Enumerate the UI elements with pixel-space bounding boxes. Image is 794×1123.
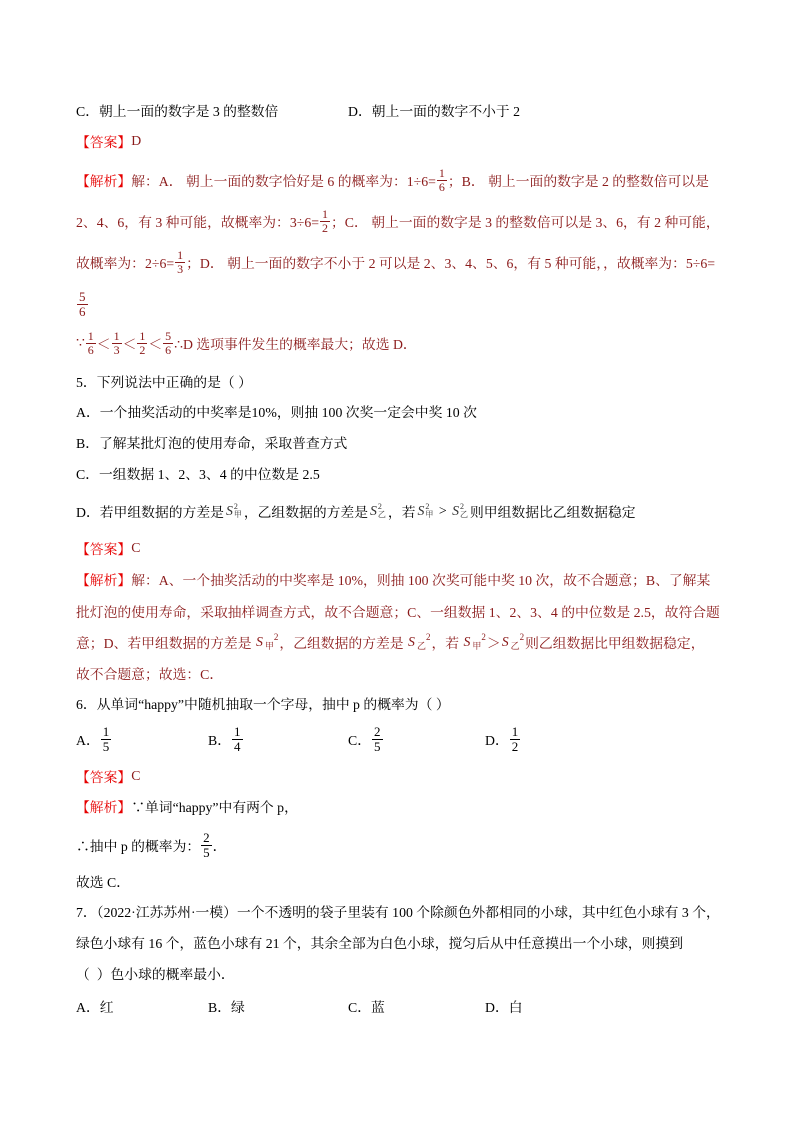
q7-stem-line-3 (76, 958, 235, 988)
answer-value: D (131, 133, 142, 148)
q5-option-d (76, 496, 636, 526)
analysis-text: ；C． 朝上一面的数字是 3 的整数倍可以是 3、6，有 2 种可能， (331, 215, 720, 230)
variance-subscript: 乙 (377, 510, 386, 519)
q6-option-a (76, 724, 112, 754)
q6-analysis-line-3 (76, 866, 130, 896)
fraction (101, 725, 112, 754)
variance-power: 2 (233, 502, 238, 511)
fraction-denominator: 5 (102, 738, 110, 754)
q6-stem (76, 688, 450, 718)
analysis-text: ，乙组数据的方差是 (279, 636, 408, 651)
fraction (163, 330, 173, 357)
variance-subscript: 乙 (510, 640, 520, 651)
fraction-denominator: 3 (113, 342, 120, 357)
q6-analysis-line-1 (76, 791, 298, 821)
variance-indices (234, 503, 242, 519)
fraction (437, 167, 447, 194)
fraction-numerator: 1 (234, 723, 241, 739)
variance-subscript: 甲 (472, 640, 482, 651)
variance-indices (425, 503, 433, 519)
fraction (112, 330, 122, 357)
q4-answer-line (76, 126, 141, 156)
q7-option-a (76, 991, 114, 1021)
analysis-text: 故不合题意；故选：C． (76, 667, 224, 682)
fraction-denominator: 2 (139, 342, 146, 357)
greater-than-symbol: ＞ (486, 636, 501, 651)
q5-analysis-line-3 (76, 627, 705, 657)
q6-answer-line (76, 761, 140, 791)
option-text: A．红 (76, 1000, 114, 1015)
fraction-denominator: 2 (511, 738, 519, 754)
fraction-numerator: 1 (177, 247, 184, 262)
analysis-label: 【解析】 (76, 573, 132, 588)
q6-option-d (485, 724, 521, 754)
option-label: B． (208, 733, 231, 748)
variance-symbol-jia (418, 503, 434, 519)
question-stem-text: （ ）色小球的概率最小． (76, 967, 235, 982)
variance-indices (460, 503, 468, 519)
fraction (86, 330, 96, 357)
fraction (510, 725, 521, 754)
option-label: A． (76, 733, 100, 748)
q4-analysis-line-1 (76, 165, 709, 195)
fraction-numerator: 2 (374, 723, 381, 739)
variance-power: 2 (377, 502, 382, 511)
q7-option-d (485, 991, 523, 1021)
variance-letter: S (225, 503, 233, 518)
variance-symbol-yi (452, 503, 468, 519)
fraction-numerator: 5 (79, 288, 86, 304)
variance-letter: S (370, 503, 377, 518)
fraction (372, 725, 383, 754)
fraction (232, 725, 243, 754)
q5-stem (76, 366, 252, 396)
analysis-text: ；D． 朝上一面的数字不小于 2 可以是 2、3、4、5、6，有 5 种可能，，故概率为：5÷6= (186, 256, 716, 271)
fraction (77, 290, 88, 319)
less-than-symbol: ＜ (148, 337, 163, 352)
variance-symbol-jia (464, 634, 486, 650)
variance-letter: S (463, 634, 471, 649)
variance-symbol-jia (226, 503, 242, 519)
fraction-denominator: 6 (87, 342, 94, 357)
option-text: 则甲组数据比乙组数据稳定 (470, 505, 636, 520)
fraction (175, 249, 185, 276)
fraction-numerator: 1 (102, 723, 110, 739)
option-text: ，乙组数据的方差是 (243, 505, 369, 520)
fraction-numerator: 1 (87, 328, 94, 343)
q4-option-c (76, 95, 278, 125)
q5-analysis-line-1 (76, 564, 710, 594)
answer-value: C (131, 768, 141, 783)
fraction-denominator: 6 (438, 179, 445, 194)
option-text: C．一组数据 1、2、3、4 的中位数是 2.5 (76, 467, 320, 482)
q7-option-c (348, 991, 385, 1021)
variance-power: 2 (273, 632, 279, 642)
fraction-denominator: 6 (165, 342, 172, 357)
fraction-denominator: 5 (203, 844, 210, 860)
q7-stem-line-1 (76, 896, 720, 926)
q5-option-a (76, 396, 477, 426)
question-stem-text: 6．从单词“happy”中随机抽取一个字母，抽中 p 的概率为（ ） (76, 697, 450, 712)
q4-option-c-text: C．朝上一面的数字是 3 的整数倍 (76, 104, 279, 119)
fraction-numerator: 1 (113, 328, 120, 343)
variance-letter: S (452, 503, 460, 518)
fraction-numerator: 5 (165, 328, 172, 343)
because-symbol: ∵ (76, 335, 85, 350)
answer-label: 【答案】 (76, 135, 132, 150)
variance-subscript: 甲 (233, 510, 242, 519)
fraction-denominator: 2 (322, 220, 329, 235)
analysis-text: ∴抽中 p 的概率为： (76, 839, 201, 854)
analysis-text: ；B． 朝上一面的数字是 2 的整数倍可以是 (447, 174, 709, 189)
greater-than-symbol: > (435, 503, 451, 518)
analysis-label: 【解析】 (76, 800, 132, 815)
variance-letter: S (255, 634, 263, 649)
less-than-symbol: ＜ (96, 337, 111, 352)
q4-option-d-text: D．朝上一面的数字不小于 2 (348, 104, 521, 119)
variance-subscript: 甲 (425, 510, 434, 519)
option-text: C．蓝 (348, 1000, 385, 1015)
fraction-numerator: 1 (438, 165, 445, 180)
option-text: ，若 (387, 505, 416, 520)
q5-analysis-line-2 (76, 596, 720, 626)
variance-symbol-yi (408, 634, 430, 650)
variance-power: 2 (519, 632, 525, 642)
analysis-text: ． (212, 839, 227, 854)
option-text: B．了解某批灯泡的使用寿命，采取普查方式 (76, 436, 348, 451)
q4-analysis-line-5 (76, 328, 417, 358)
analysis-text: 意；D、若甲组数据的方差是 (76, 636, 255, 651)
q5-option-b (76, 427, 347, 457)
answer-label: 【答案】 (76, 542, 132, 557)
option-text: A．一个抽奖活动的中奖率是10%，则抽 100 次奖一定会中奖 10 次 (76, 405, 477, 420)
analysis-text: ∵单词“happy”中有两个 p， (131, 800, 298, 815)
q7-option-b (208, 991, 245, 1021)
variance-symbol-jia (256, 634, 278, 650)
q4-analysis-line-2 (76, 206, 720, 236)
fraction-denominator: 6 (79, 303, 86, 319)
option-text: D．若甲组数据的方差是 (76, 505, 224, 520)
option-text: B．绿 (208, 1000, 245, 1015)
question-stem-text: 5．下列说法中正确的是（ ） (76, 375, 252, 390)
option-text: D．白 (485, 1000, 523, 1015)
variance-power: 2 (481, 632, 486, 642)
variance-subscript: 甲 (264, 640, 274, 651)
fraction-denominator: 5 (374, 738, 381, 754)
variance-letter: S (417, 503, 425, 518)
question-stem-text: 7．（2022·江苏苏州·一模）一个不透明的袋子里装有 100 个除颜色外都相同的小球，其中红色小球有 3 个， (76, 905, 720, 920)
variance-subscript: 乙 (460, 510, 469, 519)
variance-indices (378, 503, 386, 519)
fraction-denominator: 4 (234, 738, 241, 754)
option-label: D． (485, 733, 509, 748)
fraction-numerator: 1 (139, 328, 146, 343)
variance-subscript: 乙 (416, 640, 426, 651)
analysis-text: 解：A、一个抽奖活动的中奖率是 10%，则抽 100 次奖可能中奖 10 次，故不合题意；B、了解某 (131, 573, 711, 588)
variance-letter: S (408, 634, 415, 649)
question-stem-text: 绿色小球有 16 个，蓝色小球有 21 个，其余全部为白色小球，搅匀后从中任意摸出一个小球，则摸到 (76, 936, 684, 951)
analysis-label: 【解析】 (76, 174, 132, 189)
fraction-denominator: 3 (177, 261, 184, 276)
fraction-numerator: 1 (511, 723, 519, 739)
answer-value: C (131, 540, 141, 555)
variance-symbol-yi (370, 503, 386, 519)
q4-option-d (348, 95, 520, 125)
analysis-text: 2、4、6，有 3 种可能，故概率为：3÷6= (76, 215, 320, 230)
q6-option-b (208, 724, 244, 754)
q5-option-c (76, 458, 320, 488)
analysis-text: 批灯泡的使用寿命，采取抽样调查方式，故不合题意；C、一组数据 1、2、3、4 的中位数是 2.5，故符合题 (76, 605, 720, 620)
analysis-text: ，若 (431, 636, 463, 651)
fraction-numerator: 2 (203, 829, 210, 845)
fraction (137, 330, 147, 357)
fraction-numerator: 1 (322, 206, 329, 221)
variance-power: 2 (425, 632, 431, 642)
variance-power: 2 (425, 502, 430, 511)
q6-option-c (348, 724, 384, 754)
analysis-text: 故概率为：2÷6= (76, 256, 175, 271)
q7-stem-line-2 (76, 927, 683, 957)
variance-symbol-yi (502, 634, 524, 650)
variance-letter: S (501, 634, 509, 649)
fraction (320, 208, 330, 235)
option-label: C． (348, 733, 371, 748)
q6-analysis-line-2 (76, 830, 226, 860)
analysis-text: 解：A． 朝上一面的数字恰好是 6 的概率为：1÷6= (131, 174, 436, 189)
analysis-text: ∴D 选项事件发生的概率最大；故选 D． (174, 337, 417, 352)
answer-label: 【答案】 (76, 770, 132, 785)
q5-answer-line (76, 533, 140, 563)
less-than-symbol: ＜ (122, 337, 137, 352)
variance-power: 2 (460, 502, 465, 511)
analysis-text: 则乙组数据比甲组数据稳定， (525, 636, 705, 651)
q4-analysis-line-3 (76, 247, 715, 277)
fraction (201, 831, 212, 860)
q4-analysis-line-4 (76, 289, 89, 319)
q5-analysis-line-4 (76, 658, 223, 688)
analysis-text: 故选 C． (76, 875, 131, 890)
